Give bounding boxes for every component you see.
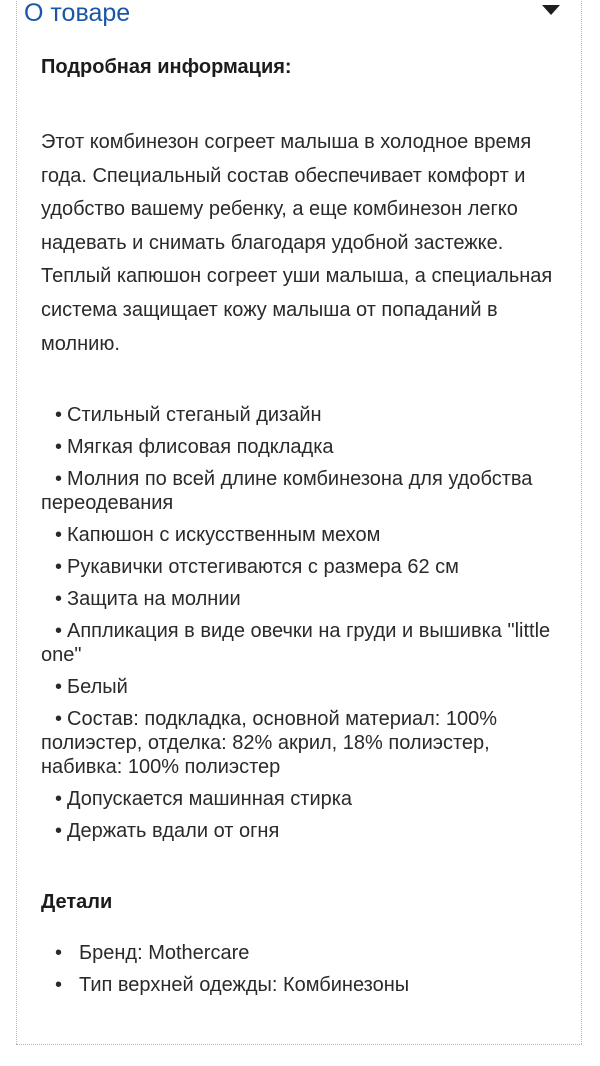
bullet-icon: •: [55, 676, 63, 699]
feature-text: Молния по всей длине комбинезона для удобства переодевания: [41, 468, 533, 515]
detail-text: Тип верхней одежды: Комбинезоны: [79, 974, 410, 997]
details-heading: Детали: [41, 891, 113, 914]
feature-item: [41, 555, 569, 579]
feature-text: Допускается машинная стирка: [67, 788, 353, 811]
section-title[interactable]: О товаре: [24, 0, 131, 27]
feature-item: [41, 619, 569, 667]
product-description: Этот комбинезон согреет малыша в холодное время года. Специальный состав обеспечивает комфорт и удобство вашему ребенку, а еще комбинезон легко надевать и снимать благодаря удобной застежке. Теплый капюшон согреет уши малыша, а специальная система защищает кожу малыша от попаданий в молнию.: [41, 131, 553, 355]
bullet-icon: •: [55, 974, 63, 997]
bullet-icon: •: [55, 404, 63, 427]
detailed-info-heading: Подробная информация:: [41, 56, 292, 78]
feature-text: Держать вдали от огня: [67, 820, 280, 843]
detail-item: [41, 941, 569, 965]
bullet-icon: •: [55, 708, 63, 731]
bullet-icon: •: [55, 942, 63, 965]
feature-item: [41, 787, 569, 811]
feature-item: [41, 587, 569, 611]
bullet-icon: •: [55, 588, 63, 611]
feature-item: [41, 467, 569, 515]
feature-text: Стильный стеганый дизайн: [67, 404, 322, 427]
bullet-icon: •: [55, 524, 63, 547]
product-info-content: [41, 52, 569, 1005]
feature-text: Аппликация в виде овечки на груди и вышивка "little one": [41, 620, 551, 667]
about-product-accordion-header[interactable]: [24, 0, 560, 32]
feature-text: Белый: [67, 676, 128, 699]
bullet-icon: •: [55, 788, 63, 811]
feature-text: Защита на молнии: [67, 588, 241, 611]
detail-text: Бренд: Mothercare: [79, 942, 250, 965]
details-list: [41, 941, 569, 997]
feature-item: [41, 819, 569, 843]
feature-item: [41, 675, 569, 699]
panel-divider: [16, 1044, 582, 1045]
feature-item: [41, 435, 569, 459]
bullet-icon: •: [55, 556, 63, 579]
feature-text: Рукавички отстегиваются с размера 62 см: [67, 556, 459, 579]
feature-item: [41, 523, 569, 547]
bullet-icon: •: [55, 436, 63, 459]
bullet-icon: •: [55, 468, 63, 491]
feature-text: Мягкая флисовая подкладка: [67, 436, 334, 459]
feature-item: [41, 707, 569, 779]
caret-down-icon[interactable]: [542, 5, 560, 15]
bullet-icon: •: [55, 620, 63, 643]
feature-text: Состав: подкладка, основной материал: 100% полиэстер, отделка: 82% акрил, 18% полиэстер, набивка: 100% полиэстер: [41, 708, 498, 779]
feature-list: [41, 403, 569, 843]
detail-item: [41, 973, 569, 997]
feature-item: [41, 403, 569, 427]
bullet-icon: •: [55, 820, 63, 843]
feature-text: Капюшон с искусственным мехом: [67, 524, 381, 547]
